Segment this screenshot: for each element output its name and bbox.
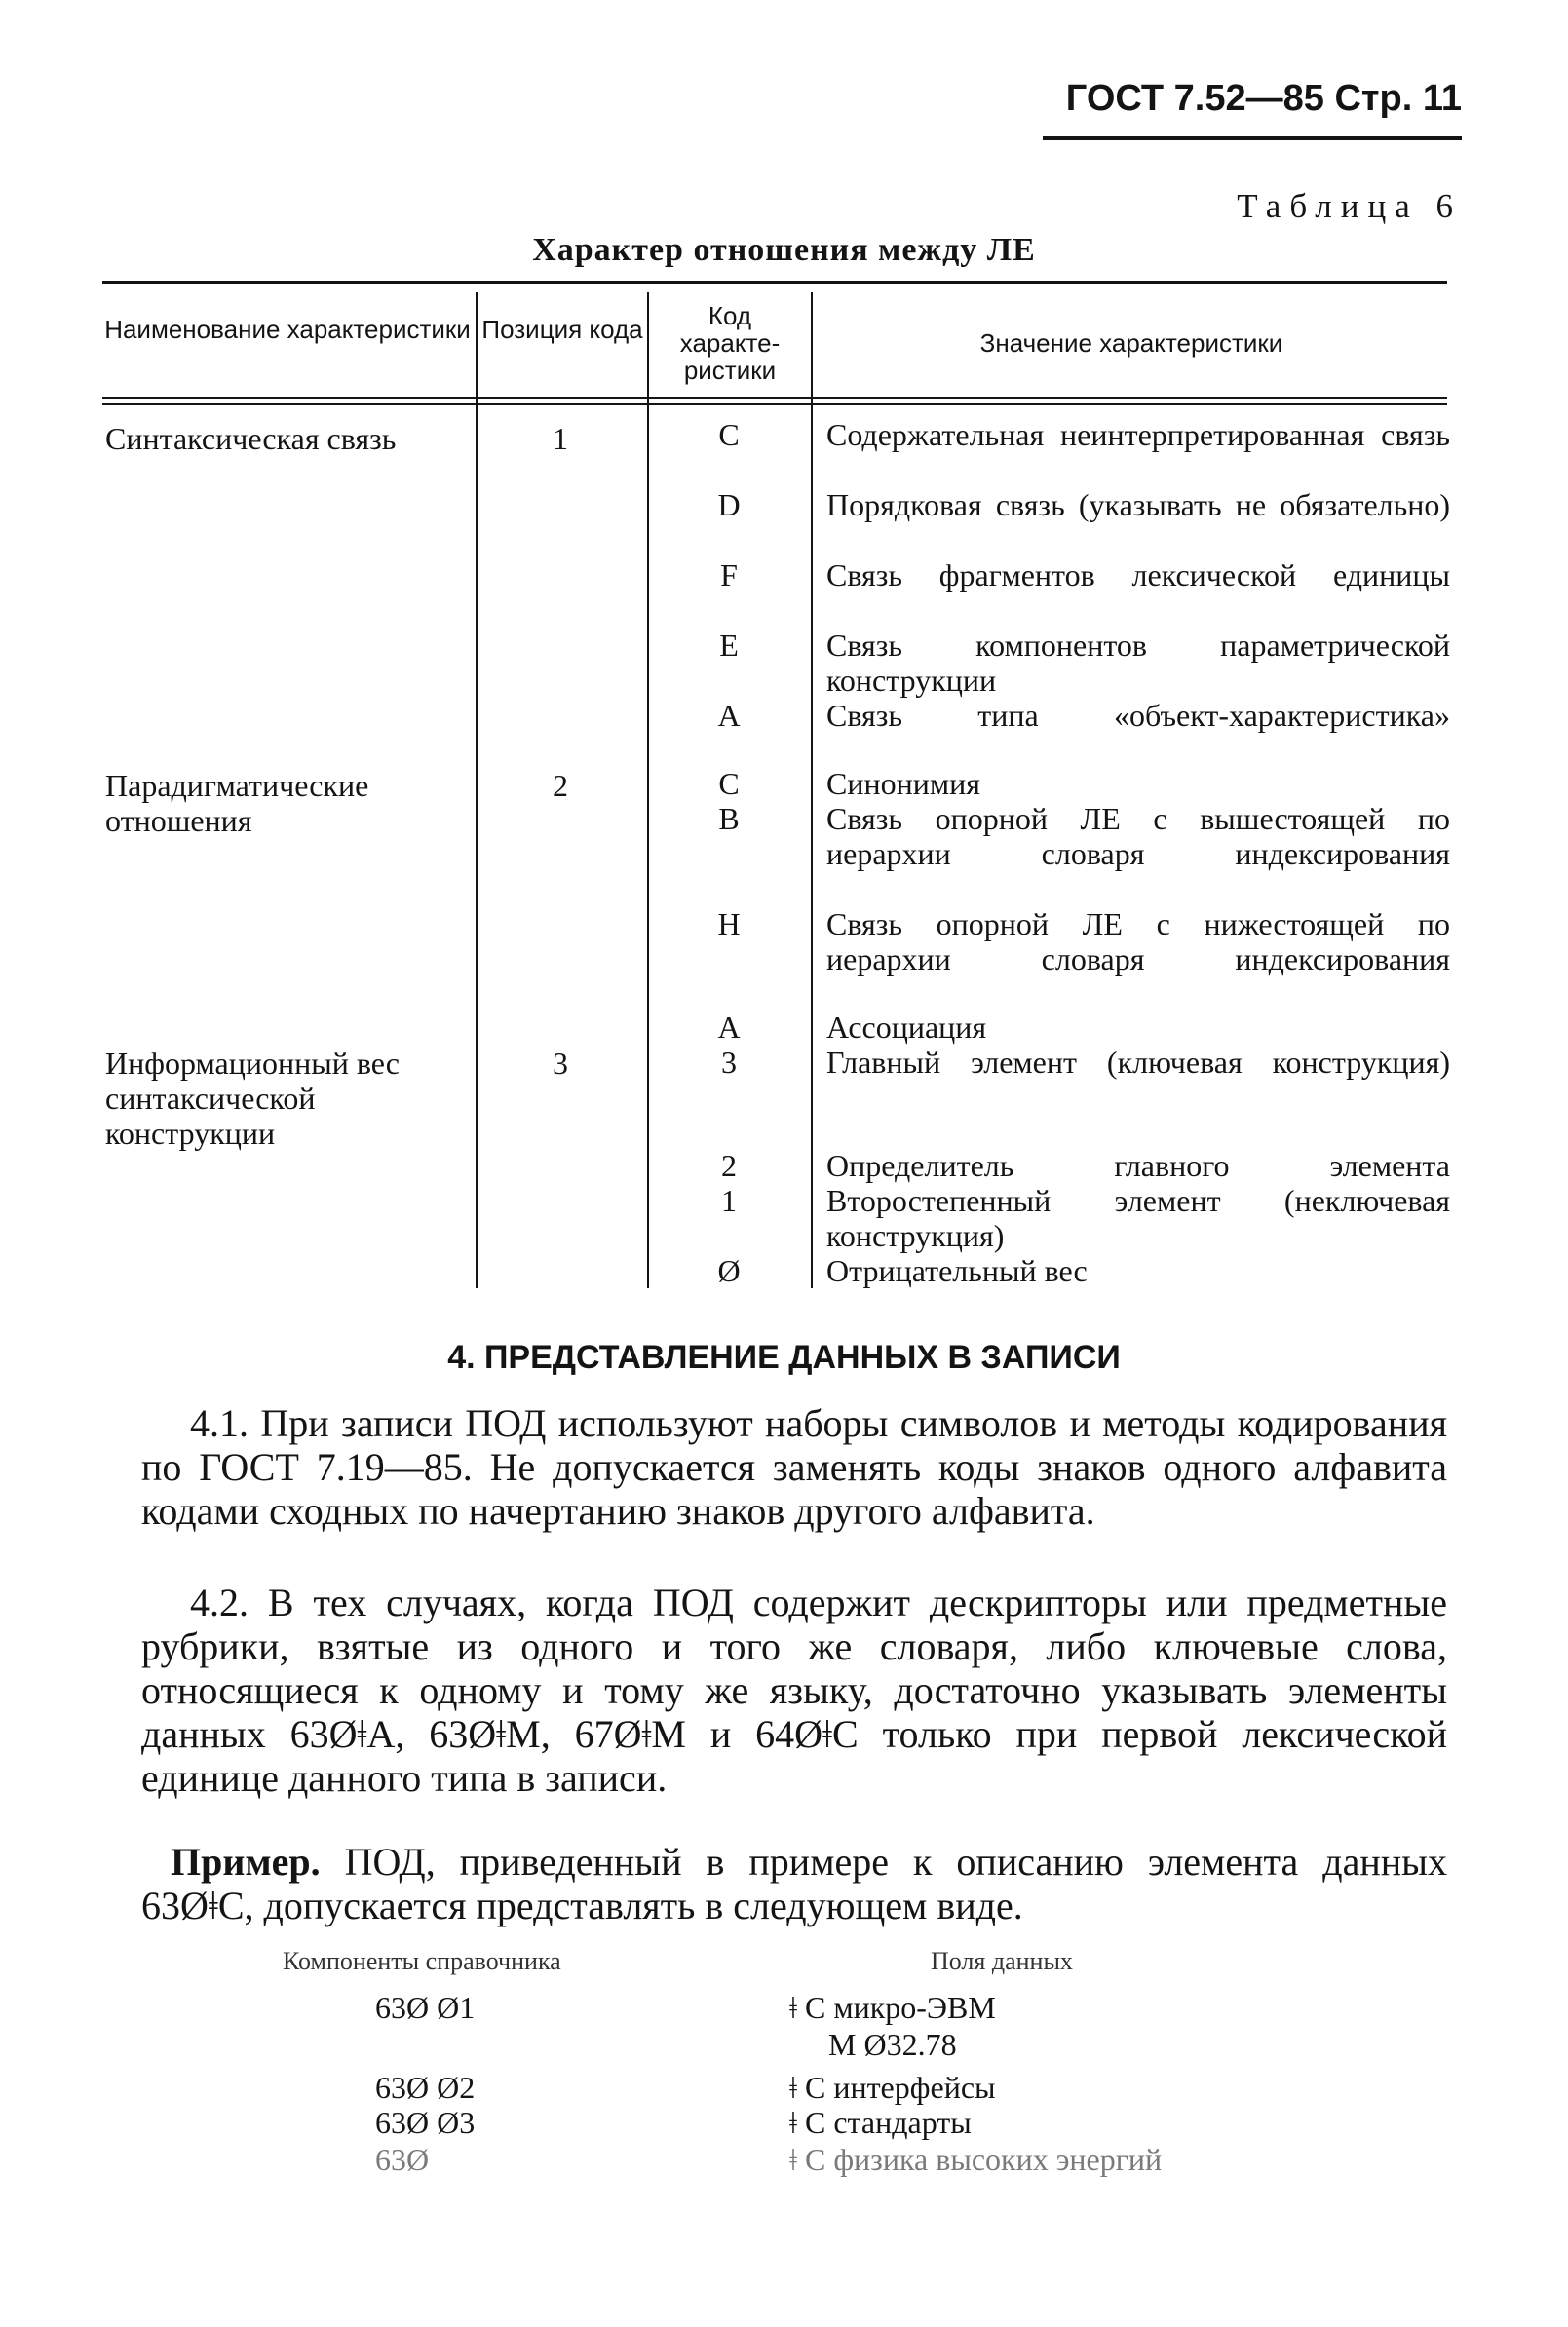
meaning-cell: Содержательная неинтерпретированная связь: [826, 417, 1450, 452]
example-col-header-right: Поля данных: [931, 1947, 1073, 1975]
table-header-rule: [102, 397, 1447, 399]
code-cell: B: [718, 801, 740, 836]
code-cell: Ø: [717, 1253, 741, 1288]
table-top-rule: [102, 281, 1447, 284]
column-header-code-line: Код: [708, 301, 752, 330]
meaning-cell: Порядковая связь (указывать не обязательно): [826, 487, 1450, 522]
code-cell: 2: [721, 1148, 737, 1183]
example-label: Пример.: [171, 1840, 321, 1884]
section-heading: 4. ПРЕДСТАВЛЕНИЕ ДАННЫХ В ЗАПИСИ: [447, 1339, 1121, 1376]
paragraph: [141, 1401, 1447, 1533]
meaning-cell: Связь фрагментов лексической единицы: [826, 557, 1450, 592]
meaning-cell: Синонимия: [826, 766, 980, 801]
code-cell: C: [718, 417, 740, 452]
column-header-name: Наименование характеристики: [104, 315, 471, 344]
code-cell: F: [720, 557, 738, 592]
column-header-position: Позиция кода: [481, 315, 643, 344]
column-header-code-line: ристики: [683, 356, 777, 385]
code-cell: A: [717, 698, 741, 733]
table-title: Характер отношения между ЛЕ: [532, 232, 1036, 268]
example-ref: 63Ø Ø1: [375, 1990, 476, 2025]
paragraph-text: 4.1. При записи ПОД используют наборы символов и методы кодирования по ГОСТ 7.19—85. Не допускается заменять коды знаков одного алфавита кодами сходных по начертанию знаков другого алфавита.: [141, 1401, 1447, 1533]
meaning-cell: Связь компонентов параметрической конструкции: [826, 628, 1450, 698]
example-ref: 63Ø: [375, 2142, 430, 2177]
group-name: Синтаксическая связь: [105, 421, 397, 456]
meaning-cell: Ассоциация: [826, 1010, 987, 1045]
running-head: ГОСТ 7.52—85 Стр. 11: [1065, 78, 1462, 119]
meaning-cell: Связь типа «объект-характеристика»: [826, 698, 1450, 733]
column-divider: [811, 292, 813, 1288]
group-name: Информационный вес синтаксической конструкции: [105, 1046, 400, 1151]
meaning-cell: Главный элемент (ключевая конструкция): [826, 1045, 1450, 1080]
header-rule: [1043, 136, 1462, 140]
example-paragraph: [141, 1840, 1447, 1927]
paragraph: [141, 1581, 1447, 1800]
group-position: 3: [553, 1046, 568, 1081]
example-ref: 63Ø Ø3: [375, 2105, 476, 2140]
example-line: [141, 1840, 1447, 1927]
meaning-cell: Связь опорной ЛЕ с нижестоящей по иерархии словаря индексирования: [826, 906, 1450, 976]
code-cell: C: [718, 766, 740, 801]
code-cell: 1: [721, 1183, 737, 1218]
example-field: ǂ C стандарты: [789, 2105, 972, 2140]
meaning-cell: Отрицательный вес: [826, 1253, 1088, 1288]
group-position: 2: [553, 768, 568, 803]
meaning-cell: Второстепенный элемент (неключевая конструкция): [826, 1183, 1450, 1253]
code-cell: 3: [721, 1045, 737, 1080]
example-text: ПОД, приведенный в примере к описанию элемента данных 63ØǂC, допускается представлять в следующем виде.: [141, 1840, 1448, 1927]
meaning-cell: Определитель главного элемента: [826, 1148, 1450, 1183]
example-ref: 63Ø Ø2: [375, 2070, 476, 2105]
code-cell: A: [717, 1010, 741, 1045]
table-number: Таблица 6: [1237, 187, 1462, 225]
example-field: ǂ C интерфейсы: [789, 2070, 996, 2105]
meaning-cell: Связь опорной ЛЕ с вышестоящей по иерархии словаря индексирования: [826, 801, 1450, 871]
code-cell: H: [717, 906, 741, 941]
paragraph-text: 4.2. В тех случаях, когда ПОД содержит дескрипторы или предметные рубрики, взятые из одного и того же словаря, либо ключевые слова, относящиеся к одному и тому же языку, достаточно указывать элементы данных 63ØǂA, 63ØǂM, 67ØǂM и 64ØǂC только при первой лексической единице данного типа в записи.: [141, 1581, 1447, 1800]
code-cell: E: [719, 628, 739, 663]
table-header-rule: [102, 403, 1447, 405]
example-field: ǂ C физика высоких энергий: [789, 2142, 1163, 2177]
column-divider: [647, 292, 649, 1288]
example-field: M Ø32.78: [828, 2027, 957, 2062]
group-name: Парадигматические отношения: [105, 768, 369, 838]
column-header-meaning: Значение характеристики: [979, 328, 1283, 358]
column-header-code: [651, 302, 809, 384]
code-cell: D: [717, 487, 741, 522]
example-field: ǂ C микро-ЭВМ: [789, 1990, 996, 2025]
column-header-code-line: характе-: [679, 328, 781, 358]
example-col-header-left: Компоненты справочника: [283, 1947, 561, 1975]
group-position: 1: [553, 421, 568, 456]
